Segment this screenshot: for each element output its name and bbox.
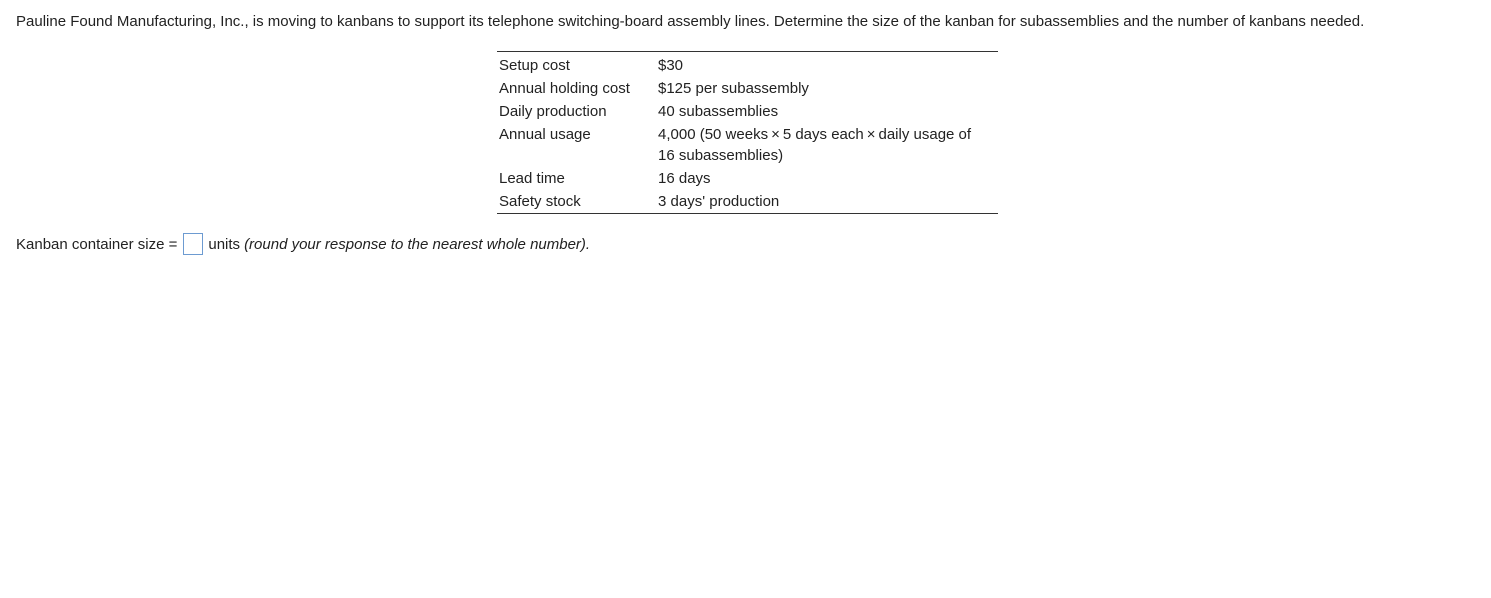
answer-row xyxy=(16,231,590,257)
table-row xyxy=(497,166,998,189)
table-row xyxy=(497,122,998,166)
question-text: Pauline Found Manufacturing, Inc., is moving to kanbans to support its telephone switching-board assembly lines. Determine the size of the kanban for subassemblies and the number of kanbans needed. xyxy=(16,13,1365,30)
row-label: Lead time xyxy=(499,170,565,187)
units-label: units xyxy=(208,235,241,253)
row-value: $125 per subassembly xyxy=(658,80,809,97)
row-label: Annual usage xyxy=(499,126,591,143)
kanban-size-input[interactable] xyxy=(183,233,203,255)
row-value: 16 days xyxy=(658,170,711,187)
row-label: Daily production xyxy=(499,103,607,120)
table-row xyxy=(497,99,998,122)
row-label: Safety stock xyxy=(499,193,581,210)
row-value xyxy=(658,122,998,166)
row-value: $30 xyxy=(658,57,684,74)
row-value: 40 subassemblies xyxy=(658,103,779,120)
row-value-line-2: 16 subassemblies) xyxy=(658,147,784,164)
answer-label: Kanban container size = xyxy=(16,235,178,253)
row-label: Setup cost xyxy=(499,57,570,74)
row-label: Annual holding cost xyxy=(499,80,630,97)
table-row xyxy=(497,52,998,77)
row-value-line-1: 4,000 (50 weeks × 5 days each × daily usage of xyxy=(658,126,972,143)
table-row xyxy=(497,76,998,99)
table-row xyxy=(497,189,998,214)
row-value: 3 days' production xyxy=(658,193,780,210)
rounding-hint: (round your response to the nearest whole number). xyxy=(244,235,591,253)
data-table xyxy=(497,51,998,214)
